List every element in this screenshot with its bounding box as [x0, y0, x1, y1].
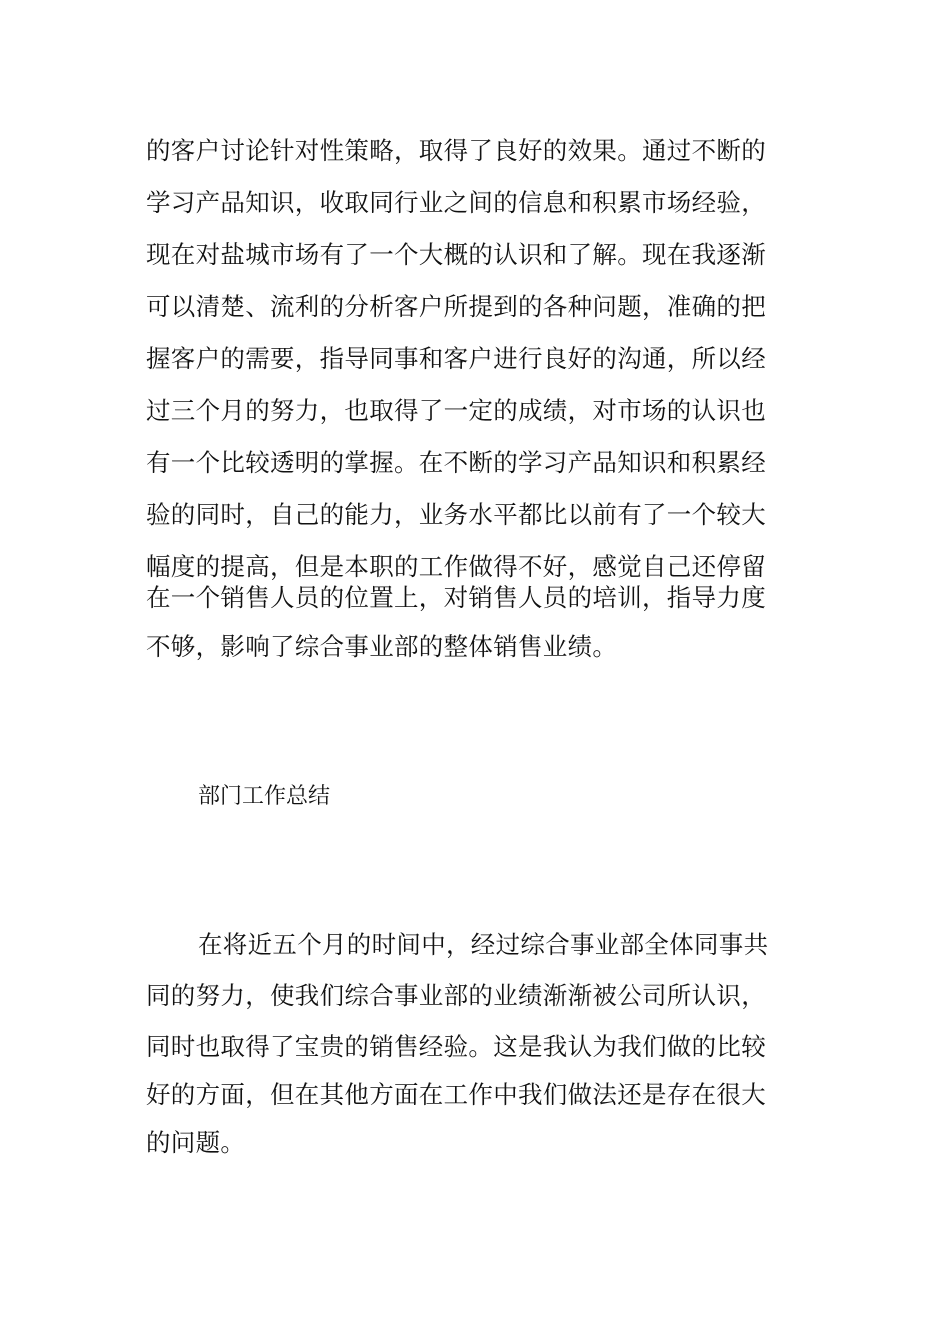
paragraph-line: 学习产品知识，收取同行业之间的信息和积累市场经验，: [146, 188, 766, 217]
paragraph-line: 在将近五个月的时间中，经过综合事业部全体同事共: [198, 930, 769, 959]
paragraph-line: 好的方面，但在其他方面在工作中我们做法还是存在很大: [146, 1080, 766, 1109]
paragraph-line: 有一个比较透明的掌握。在不断的学习产品知识和积累经: [146, 448, 766, 477]
paragraph-line: 同的努力，使我们综合事业部的业绩渐渐被公司所认识，: [146, 981, 766, 1010]
paragraph-line: 同时也取得了宝贵的销售经验。这是我认为我们做的比较: [146, 1032, 766, 1061]
section-heading: 部门工作总结: [198, 784, 331, 809]
paragraph-line: 的客户讨论针对性策略，取得了良好的效果。通过不断的: [146, 136, 766, 165]
paragraph-line: 握客户的需要，指导同事和客户进行良好的沟通，所以经: [146, 344, 766, 373]
paragraph-line: 的问题。: [146, 1128, 246, 1157]
paragraph-line: 过三个月的努力，也取得了一定的成绩，对市场的认识也: [146, 396, 766, 425]
paragraph-line: 可以清楚、流利的分析客户所提到的各种问题，准确的把: [146, 292, 766, 321]
paragraph-line: 现在对盐城市场有了一个大概的认识和了解。现在我逐渐: [146, 240, 766, 269]
paragraph-line: 不够，影响了综合事业部的整体销售业绩。: [146, 632, 618, 661]
paragraph-line: 验的同时，自己的能力，业务水平都比以前有了一个较大: [146, 500, 766, 529]
paragraph-line: 幅度的提高，但是本职的工作做得不好，感觉自己还停留: [146, 552, 766, 581]
paragraph-line: 在一个销售人员的位置上，对销售人员的培训，指导力度: [146, 583, 766, 612]
